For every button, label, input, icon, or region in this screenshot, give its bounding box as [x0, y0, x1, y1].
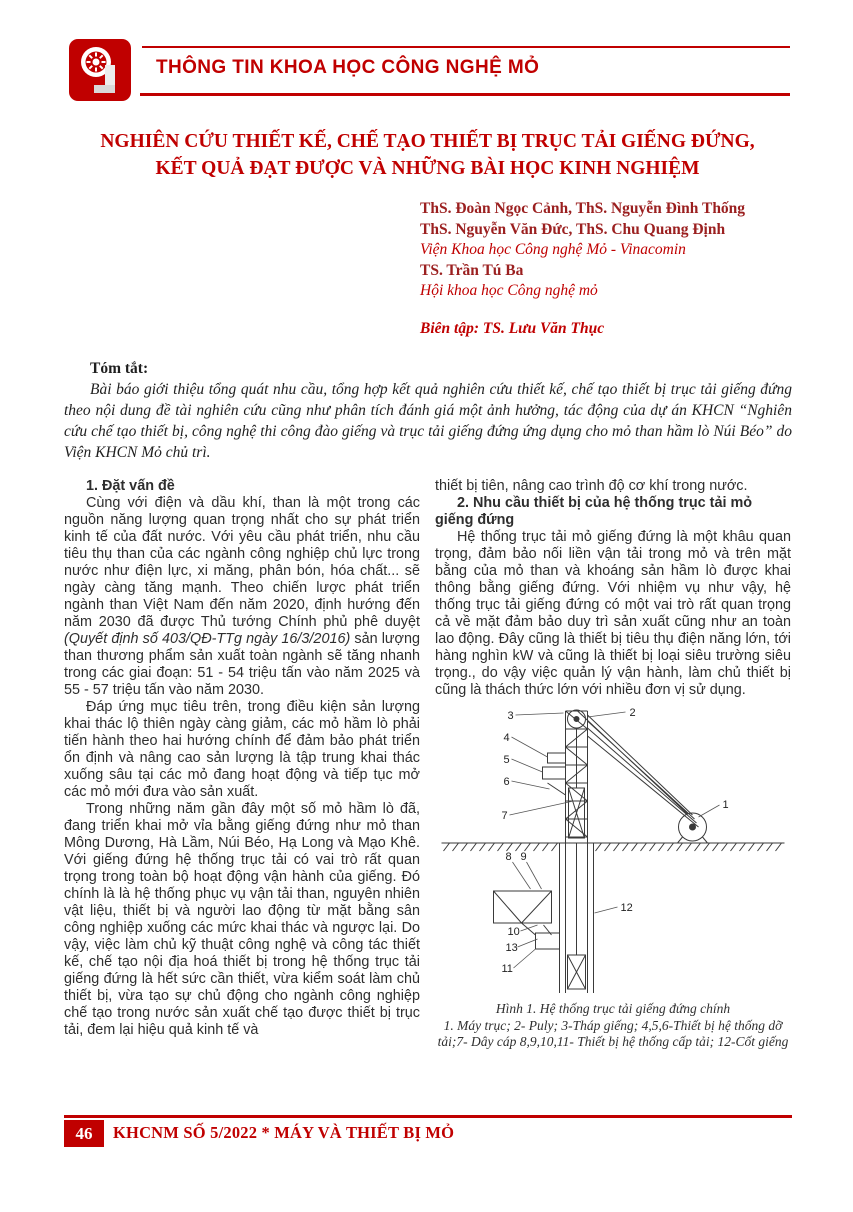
- abstract: [64, 358, 792, 463]
- journal-logo: [68, 38, 132, 102]
- figure-caption: [435, 1001, 791, 1051]
- section-1-heading: 1. Đặt vấn đề: [86, 478, 175, 494]
- article-title: [64, 128, 791, 182]
- figure-label-9: 9: [520, 851, 527, 863]
- author-line-3: TS. Trần Tú Ba: [420, 261, 524, 279]
- page-number: 46: [64, 1120, 104, 1147]
- author-block: [420, 199, 745, 339]
- header-rule-bottom: [140, 93, 790, 96]
- column-left: [64, 478, 420, 1039]
- section-1-paragraph-1: [64, 495, 420, 699]
- p1-text-b: sản lượng than thương phẩm sản xuất toàn ngành sẽ tăng nhanh trong các giai đoạn: 51 - 54 triệu tấn vào năm 2025 và 55 - 57 triệu tấn vào năm 2030.: [64, 631, 420, 698]
- figure-label-7: 7: [501, 810, 508, 822]
- figure-label-11: 11: [501, 963, 513, 975]
- section-1-carryover: thiết bị tiên, nâng cao trình độ cơ khí trong nước.: [435, 478, 748, 494]
- section-1-paragraph-2: Đáp ứng mục tiêu trên, trong điều kiện sản lượng khai thác lộ thiên ngày càng giảm, các mỏ hầm lò phải tiến hành theo hai hướng chính để đảm bảo phát triển ổn định và nâng cao sản lượng là tập trung khai thác xuống sâu tại các mỏ đang hoạt động và tiếp tục mở các mỏ mới đưa vào sản xuất.: [64, 699, 420, 800]
- figure-label-1: 1: [722, 799, 729, 811]
- figure-caption-detail: 1. Máy trục; 2- Puly; 3-Tháp giếng; 4,5,6-Thiết bị hệ thống dỡ tải;7- Dây cáp 8,9,10,11- Thiết bị hệ thống cấp tải; 12-Cốt giếng: [437, 1017, 789, 1049]
- figure-label-6: 6: [503, 776, 510, 788]
- figure-label-10: 10: [507, 926, 520, 938]
- abstract-label: Tóm tắt:: [90, 360, 149, 377]
- p1-text-a: Cùng với điện và dầu khí, than là một trong các nguồn năng lượng quan trọng nhất cho sự phát triển kinh tế của đất nước. Với yêu cầu phát triển, nhu cầu tiêu thụ than của các ngành công nghiệp chủ lực trong nước như điện lực, xi măng, phân bón, hóa chất... sẽ ngày càng tăng mạnh. Theo chiến lược phát triển ngành than Việt Nam đến năm 2020, định hướng đến năm 2030 đã được Thủ tướng Chính phủ phê duyệt: [64, 495, 420, 630]
- p1-decree-reference: (Quyết định số 403/QĐ-TTg ngày 16/3/2016): [64, 631, 351, 647]
- article-title-line2: KẾT QUẢ ĐẠT ĐƯỢC VÀ NHỮNG BÀI HỌC KINH NGHIỆM: [155, 158, 700, 179]
- footer-rule: [64, 1115, 792, 1118]
- column-right: [435, 478, 791, 1051]
- figure-caption-title: Hình 1. Hệ thống trục tải giếng đứng chính: [495, 1001, 731, 1016]
- section-2-heading: 2. Nhu cầu thiết bị của hệ thống trục tải mỏ giếng đứng: [435, 495, 753, 528]
- article-title-line1: NGHIÊN CỨU THIẾT KẾ, CHẾ TẠO THIẾT BỊ TRỤC TẢI GIẾNG ĐỨNG,: [100, 131, 755, 152]
- hoisting-system-diagram: [435, 703, 791, 998]
- journal-title: THÔNG TIN KHOA HỌC CÔNG NGHỆ MỎ: [156, 57, 540, 78]
- figure-label-3: 3: [507, 710, 514, 722]
- figure-label-8: 8: [505, 851, 512, 863]
- figure-label-12: 12: [620, 902, 633, 914]
- affiliation-2: Hội khoa học Công nghệ mỏ: [420, 282, 598, 299]
- section-1-paragraph-3: Trong những năm gần đây một số mỏ hầm lò đã, đang triển khai mở vỉa bằng giếng đứng như mỏ than Mông Dương, Hà Lầm, Núi Béo, Hạ Long và Mạo Khê. Với giếng đứng hệ thống trục tải có vai trò rất quan trọng trong toàn bộ hoạt động vận hành của giếng. Đó chính là là hệ thống phục vụ vận tải than, nguyên nhiên vật liệu, thiết bị và người lao động từ mặt bằng sân công nghiệp xuống các mức khai thác và ngược lại. Do vậy, việc làm chủ kỹ thuật công nghệ và công tác thiết kế, chế tạo nội địa hoá thiết bị trong hệ thống trục tải giếng đứng là hết sức cần thiết, vừa kiểm soát làm chủ thiết bị, vừa tạo sự chủ động cho ngành công nghiệp chế tạo trong nước sản xuất chế tạo được thiết bị trục tải, đem lại hiệu quả kinh tế và: [64, 801, 420, 1038]
- author-line-2: ThS. Nguyễn Văn Đức, ThS. Chu Quang Định: [420, 220, 726, 238]
- header-rule-top: [142, 46, 790, 48]
- mining-institute-logo-icon: [68, 38, 132, 102]
- figure-label-5: 5: [503, 754, 510, 766]
- figure-linework: [442, 710, 785, 993]
- figure-1: [435, 703, 791, 1051]
- section-2-paragraph-1: Hệ thống trục tải mỏ giếng đứng là một khâu quan trọng, đảm bảo nối liền vận tải trong mỏ và trên mặt bằng của mỏ than và khoáng sản hầm lò được khai thông bằng giếng đứng. Với nhiệm vụ như vậy, hệ thống trục tải giếng đứng có một vai trò rất quan trọng cả về mặt đảm bảo duy trì sản xuất cũng như an toàn lao động. Đây cũng là thiết bị tiêu thụ điện năng lớn, tới hàng nghìn kW và cũng là thiết bị loại siêu trường siêu trọng., do vậy việc quản lý vận hành, làm chủ thiết bị cũng là thách thức lớn với nhiều đơn vị sử dụng.: [435, 529, 791, 698]
- footer-journal-info: KHCNM SỐ 5/2022 * MÁY VÀ THIẾT BỊ MỎ: [113, 1123, 455, 1142]
- figure-label-2: 2: [629, 707, 636, 719]
- figure-label-13: 13: [505, 942, 518, 954]
- affiliation-1: Viện Khoa học Công nghệ Mỏ - Vinacomin: [420, 241, 686, 258]
- figure-label-4: 4: [503, 732, 510, 744]
- editor-line: Biên tập: TS. Lưu Văn Thục: [420, 319, 605, 337]
- abstract-text: Bài báo giới thiệu tổng quát nhu cầu, tổng hợp kết quả nghiên cứu thiết kế, chế tạo thiết bị trục tải giếng đứng theo nội dung đề tài nghiên cứu cũng như phân tích đánh giá một ảnh hưởng, tác động của dự án KHCN “Nghiên cứu chế tạo thiết bị, công nghệ thi công đào giếng và trục tải giếng đứng ứng dụng cho mỏ than hầm lò Núi Béo” do Viện KHCN Mỏ chủ trì.: [64, 381, 792, 461]
- author-line-1: ThS. Đoàn Ngọc Cảnh, ThS. Nguyễn Đình Thống: [420, 200, 746, 217]
